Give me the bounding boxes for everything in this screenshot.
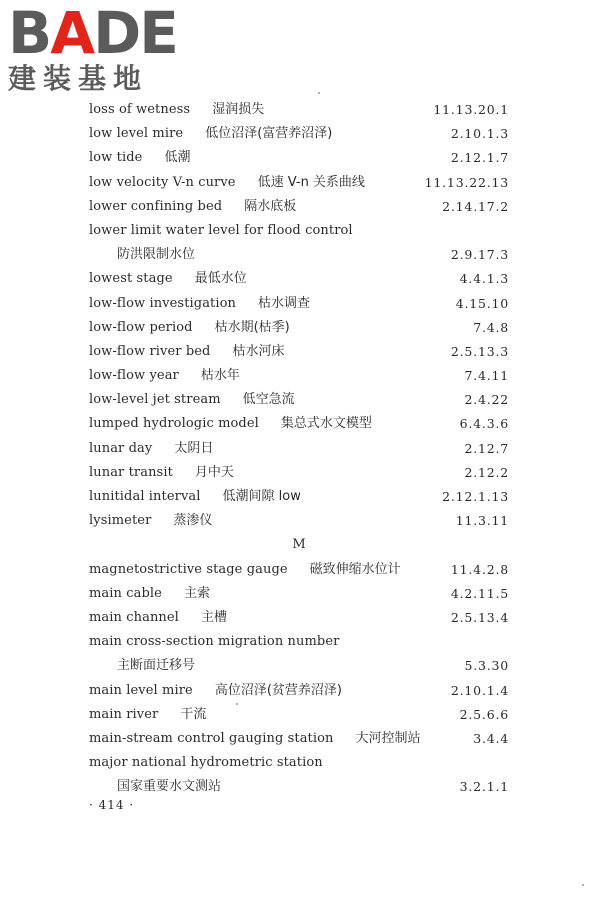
glossary-entry <box>89 219 509 243</box>
entry-chinese-term: 最低水位 <box>194 271 247 287</box>
glossary-entry <box>89 195 509 219</box>
glossary-entry <box>89 630 509 654</box>
entry-chinese-term: 大河控制站 <box>355 730 421 746</box>
glossary-entry <box>89 146 509 170</box>
glossary-entry <box>89 775 509 799</box>
entry-section-number: 2.5.6.6 <box>459 706 509 722</box>
entry-english-term: low-flow investigation <box>89 295 237 311</box>
entry-section-number: 3.2.1.1 <box>459 779 509 795</box>
entry-chinese-term: 集总式水文模型 <box>280 416 372 432</box>
entry-section-number: 4.15.10 <box>455 295 509 311</box>
entry-english-term: main-stream control gauging station <box>89 730 334 746</box>
glossary-entry <box>89 388 509 412</box>
entry-chinese-term: 枯水调查 <box>258 295 311 311</box>
entry-english-term: lumped hydrologic model <box>89 416 259 432</box>
entry-section-number: 11.13.22.13 <box>424 174 509 190</box>
entry-english-term: main cross-section migration number <box>89 634 340 650</box>
entry-section-number: 2.9.17.3 <box>450 247 509 263</box>
entry-chinese-term: 磁致伸缩水位计 <box>309 561 401 577</box>
logo-subtitle: 建装基地 <box>8 62 149 95</box>
entry-section-number: 2.12.1.7 <box>450 150 509 166</box>
glossary-entry <box>89 98 509 122</box>
glossary-entry <box>89 582 509 606</box>
entry-english-term: lunitidal interval <box>89 489 201 504</box>
glossary-entry <box>89 340 509 364</box>
glossary-entry <box>89 171 509 195</box>
section-letter: M <box>292 537 306 553</box>
glossary-entry <box>89 703 509 727</box>
entry-english-term: main cable <box>89 585 162 601</box>
glossary-entry <box>89 316 509 340</box>
entry-chinese-term: 高位沼泽(贫营养沼泽) <box>214 682 342 698</box>
entry-section-number: 7.4.8 <box>473 319 509 335</box>
glossary-entry <box>89 509 509 533</box>
entry-chinese-term: 枯水期(枯季) <box>214 319 290 335</box>
entry-english-term: low-level jet stream <box>89 392 221 408</box>
glossary-entry <box>89 679 509 703</box>
entry-english-term: main channel <box>89 609 179 625</box>
entry-chinese-term: 月中天 <box>194 464 234 480</box>
entry-section-number: 6.4.3.6 <box>459 416 509 432</box>
entry-chinese-term: 国家重要水文测站 <box>117 779 222 795</box>
entry-chinese-term: 枯水年 <box>200 368 240 384</box>
entry-english-term: lunar day <box>89 440 153 456</box>
entry-chinese-term: 低位沼泽(富营养沼泽) <box>205 126 333 142</box>
entry-section-number: 2.12.7 <box>464 440 509 456</box>
entry-chinese-term: 干流 <box>180 706 207 722</box>
glossary-entry <box>89 606 509 630</box>
glossary-entry <box>89 364 509 388</box>
entry-section-number: 2.10.1.4 <box>450 682 509 698</box>
glossary-entry <box>89 654 509 678</box>
entry-english-term: magnetostrictive stage gauge <box>89 561 288 577</box>
entry-chinese-term: 主索 <box>183 585 210 601</box>
entry-section-number: 11.4.2.8 <box>450 561 509 577</box>
entry-english-term: main level mire <box>89 682 193 698</box>
entry-section-number: 4.2.11.5 <box>450 585 509 601</box>
entry-english-term: low-flow river bed <box>89 343 211 359</box>
entry-english-term: low level mire <box>89 126 184 142</box>
entry-english-term: lowest stage <box>89 271 173 287</box>
entry-english-term: low-flow year <box>89 368 179 384</box>
entry-chinese-term: 主断面迁移号 <box>117 658 196 674</box>
scan-speck <box>318 92 320 94</box>
glossary-entries <box>89 98 509 799</box>
entry-english-term: lower confining bed <box>89 198 223 214</box>
logo-letter-b: B <box>8 0 51 67</box>
entry-english-term: lysimeter <box>89 513 152 529</box>
glossary-entry <box>89 751 509 775</box>
glossary-entry <box>89 558 509 582</box>
entry-section-number: 3.4.4 <box>473 730 509 746</box>
entry-english-term: main river <box>89 706 159 722</box>
glossary-entry <box>89 461 509 485</box>
entry-chinese-term: 主槽 <box>200 609 227 625</box>
entry-section-number: 11.13.20.1 <box>433 102 509 117</box>
entry-english-term: loss of wetness <box>89 102 191 117</box>
entry-chinese-term: 枯水河床 <box>232 343 285 359</box>
entry-chinese-term: 低潮间隙 low <box>222 489 301 504</box>
entry-english-term: major national hydrometric station <box>89 755 323 771</box>
glossary-entry <box>89 727 509 751</box>
entry-section-number: 2.10.1.3 <box>450 126 509 142</box>
glossary-entry <box>89 122 509 146</box>
entry-section-number: 2.12.2 <box>464 464 509 480</box>
entry-section-number: 2.5.13.3 <box>450 343 509 359</box>
glossary-entry <box>89 485 509 509</box>
glossary-entry <box>89 437 509 461</box>
page-number: · 414 · <box>89 798 135 812</box>
entry-section-number: 7.4.11 <box>464 368 509 384</box>
entry-section-number: 2.4.22 <box>464 392 509 408</box>
section-heading <box>89 533 509 557</box>
entry-section-number: 2.5.13.4 <box>450 609 509 625</box>
logo-letter-a: A <box>50 0 94 67</box>
entry-section-number: 5.3.30 <box>464 658 509 674</box>
entry-english-term: low velocity V-n curve <box>89 174 236 190</box>
logo-wordmark <box>8 0 177 67</box>
entry-chinese-term: 低空急流 <box>242 392 295 408</box>
scan-speck <box>582 884 584 886</box>
entry-chinese-term: 蒸渗仪 <box>173 513 213 529</box>
logo-letters-de: DE <box>93 0 177 67</box>
entry-english-term: low tide <box>89 150 143 166</box>
glossary-entry <box>89 267 509 291</box>
entry-section-number: 2.12.1.13 <box>442 489 509 504</box>
entry-chinese-term: 低潮 <box>164 150 191 166</box>
entry-chinese-term: 太阴日 <box>174 440 214 456</box>
entry-chinese-term: 低速 V-n 关系曲线 <box>257 174 365 190</box>
entry-section-number: 4.4.1.3 <box>459 271 509 287</box>
entry-english-term: lunar transit <box>89 464 173 480</box>
glossary-entry <box>89 292 509 316</box>
entry-chinese-term: 防洪限制水位 <box>117 247 196 263</box>
glossary-entry <box>89 412 509 436</box>
entry-section-number: 11.3.11 <box>455 513 509 529</box>
scan-speck <box>236 703 238 705</box>
entry-english-term: low-flow period <box>89 319 193 335</box>
bade-logo <box>8 0 183 96</box>
entry-english-term: lower limit water level for flood control <box>89 222 353 238</box>
entry-chinese-term: 隔水底板 <box>244 198 297 214</box>
entry-section-number: 2.14.17.2 <box>442 198 509 214</box>
glossary-entry <box>89 243 509 267</box>
entry-chinese-term: 湿润损失 <box>212 102 265 117</box>
